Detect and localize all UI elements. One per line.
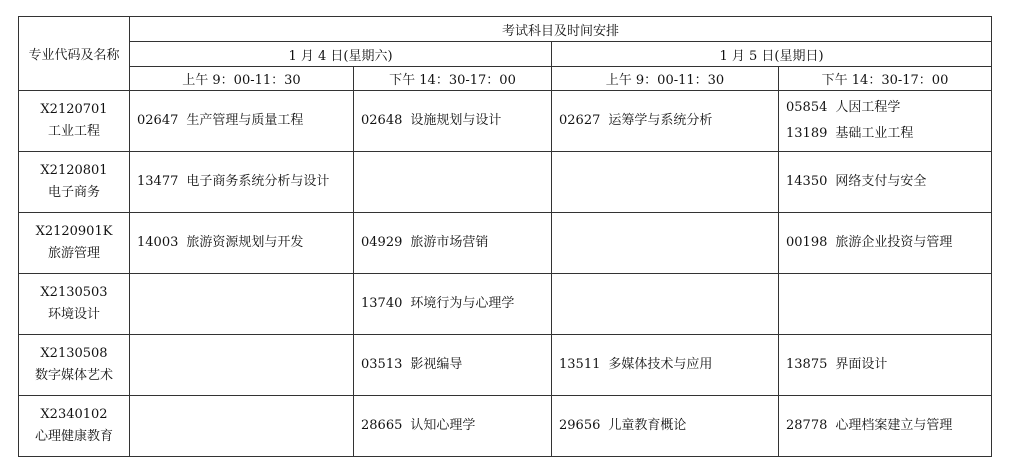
course-code: 02627 (559, 113, 601, 128)
table-row (19, 91, 992, 152)
course-cell (552, 335, 779, 396)
course-cell (354, 91, 552, 152)
course-name: 界面设计 (835, 357, 888, 372)
course-name: 网络支付与安全 (835, 174, 927, 189)
course-entry (786, 413, 991, 439)
slot-header-1: 上午 9：00-11：30 (130, 67, 354, 91)
course-code: 14003 (137, 235, 179, 250)
course-cell (552, 91, 779, 152)
course-entry (559, 352, 778, 378)
course-cell (354, 396, 552, 457)
course-name: 影视编导 (410, 357, 463, 372)
exam-schedule-table (18, 16, 992, 457)
course-cell (779, 213, 992, 274)
major-cell (19, 335, 130, 396)
course-name: 设施规划与设计 (410, 113, 502, 128)
course-code: 13740 (361, 296, 403, 311)
course-code: 13511 (559, 357, 601, 372)
course-cell (779, 274, 992, 335)
table-row (19, 152, 992, 213)
major-code: X2340102 (40, 407, 108, 422)
course-code: 13189 (786, 126, 828, 141)
course-code: 28778 (786, 418, 828, 433)
major-code: X2130503 (40, 285, 108, 300)
course-entry (786, 169, 991, 195)
slot-header-3: 上午 9：00-11：30 (552, 67, 779, 91)
course-entry (559, 413, 778, 439)
course-cell (779, 152, 992, 213)
course-name: 环境行为与心理学 (410, 296, 515, 311)
major-name: 数字媒体艺术 (34, 368, 113, 383)
course-cell (354, 152, 552, 213)
course-name: 电子商务系统分析与设计 (186, 174, 330, 189)
course-name: 旅游资源规划与开发 (186, 235, 304, 250)
course-name: 多媒体技术与应用 (608, 357, 713, 372)
course-cell (354, 274, 552, 335)
major-cell (19, 274, 130, 335)
major-name: 环境设计 (47, 307, 100, 322)
course-name: 人因工程学 (835, 100, 901, 115)
course-code: 28665 (361, 418, 403, 433)
course-name: 旅游企业投资与管理 (835, 235, 953, 250)
major-name: 旅游管理 (47, 246, 100, 261)
major-column-header: 专业代码及名称 (19, 17, 130, 91)
course-code: 02648 (361, 113, 403, 128)
table-row (19, 274, 992, 335)
course-entry (137, 169, 353, 195)
course-cell (130, 274, 354, 335)
course-entry (786, 121, 991, 147)
course-code: 02647 (137, 113, 179, 128)
course-name: 基础工业工程 (835, 126, 914, 141)
course-cell (130, 152, 354, 213)
course-entry (361, 352, 551, 378)
slot-header-2: 下午 14：30-17：00 (354, 67, 552, 91)
major-name: 电子商务 (47, 185, 100, 200)
major-name: 工业工程 (47, 124, 100, 139)
day-header-2: 1 月 5 日(星期日) (552, 42, 992, 67)
major-cell (19, 152, 130, 213)
course-name: 认知心理学 (410, 418, 476, 433)
course-code: 03513 (361, 357, 403, 372)
course-cell (130, 396, 354, 457)
major-code: X2120701 (40, 102, 108, 117)
course-entry (137, 108, 353, 134)
course-entry (559, 108, 778, 134)
course-cell (130, 335, 354, 396)
major-code: X2120901K (35, 224, 113, 239)
course-name: 运筹学与系统分析 (608, 113, 713, 128)
course-code: 13875 (786, 357, 828, 372)
day-header-1: 1 月 4 日(星期六) (130, 42, 552, 67)
course-code: 00198 (786, 235, 828, 250)
course-cell (130, 213, 354, 274)
course-code: 13477 (137, 174, 179, 189)
course-entry (361, 230, 551, 256)
table-row (19, 213, 992, 274)
course-name: 儿童教育概论 (608, 418, 687, 433)
course-entry (137, 230, 353, 256)
course-entry (361, 413, 551, 439)
table-row (19, 396, 992, 457)
course-cell (354, 213, 552, 274)
schedule-title-header: 考试科目及时间安排 (130, 17, 992, 42)
course-entry (786, 95, 991, 121)
schedule-body (19, 91, 992, 457)
table-row (19, 335, 992, 396)
course-cell (779, 335, 992, 396)
course-cell (779, 396, 992, 457)
course-entry (361, 291, 551, 317)
major-cell (19, 396, 130, 457)
course-cell (552, 274, 779, 335)
course-cell (779, 91, 992, 152)
course-name: 旅游市场营销 (410, 235, 489, 250)
course-cell (552, 396, 779, 457)
course-cell (354, 335, 552, 396)
major-cell (19, 91, 130, 152)
course-entry (786, 352, 991, 378)
major-name: 心理健康教育 (34, 429, 113, 444)
course-code: 05854 (786, 100, 828, 115)
course-entry (361, 108, 551, 134)
course-cell (130, 91, 354, 152)
course-name: 生产管理与质量工程 (186, 113, 304, 128)
course-entry (786, 230, 991, 256)
course-code: 14350 (786, 174, 828, 189)
major-cell (19, 213, 130, 274)
slot-header-4: 下午 14：30-17：00 (779, 67, 992, 91)
major-code: X2130508 (40, 346, 108, 361)
major-code: X2120801 (40, 163, 108, 178)
course-cell (552, 152, 779, 213)
course-code: 29656 (559, 418, 601, 433)
course-code: 04929 (361, 235, 403, 250)
course-name: 心理档案建立与管理 (835, 418, 953, 433)
course-cell (552, 213, 779, 274)
